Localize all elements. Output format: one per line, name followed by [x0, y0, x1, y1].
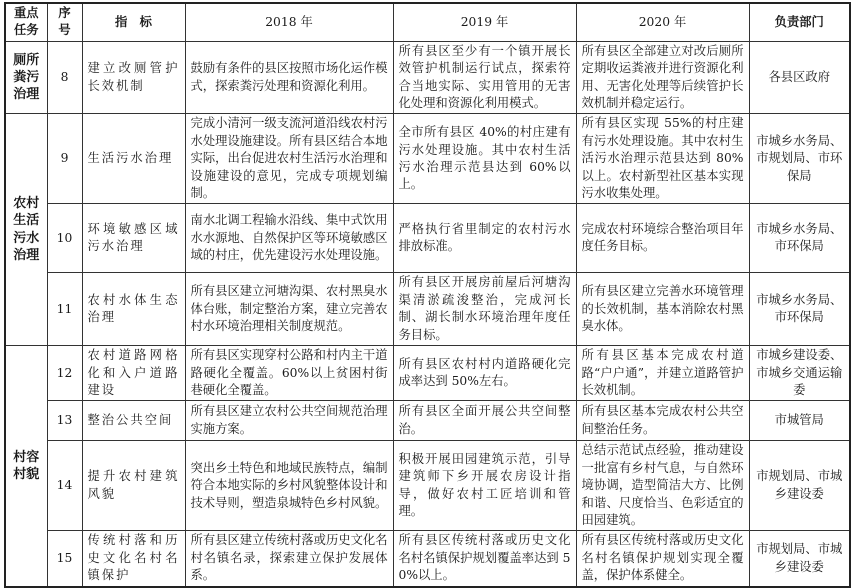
header-2020: 2020 年: [576, 3, 749, 41]
target-2019-cell: 所有县区传统村落或历史文化名村名镇保护规划覆盖率达到 50%以上。: [393, 531, 576, 587]
target-2020-cell: 所有县区实现 55%的村庄建有污水处理设施。其中农村生活污水治理示范县达到 80%以上。农村新型社区基本实现污水收集处理。: [576, 114, 749, 204]
target-2018-cell: 所有县区建立传统村落或历史文化名村名镇名录，探索建立保护发展体系。: [185, 531, 393, 587]
indicator-cell: 环境敏感区域污水治理: [82, 204, 185, 273]
row-number: 13: [47, 401, 82, 441]
table-row: [5, 346, 850, 401]
target-2018-cell: 南水北调工程输水沿线、集中式饮用水水源地、自然保护区等环境敏感区域的村庄，优先建设污水处理设施。: [185, 204, 393, 273]
table-row: [5, 273, 850, 346]
target-2020-cell: 总结示范试点经验，推动建设一批富有乡村气息，与自然环境协调，造型简洁大方、比例和谐、尺度恰当、色彩适宜的田园建筑。: [576, 441, 749, 531]
target-2018-cell: 所有县区实现穿村公路和村内主干道路硬化全覆盖。60%以上贫困村街巷硬化全覆盖。: [185, 346, 393, 401]
target-2019-cell: 严格执行省里制定的农村污水排放标准。: [393, 204, 576, 273]
department-cell: 市城管局: [749, 401, 850, 441]
header-no: 序号: [47, 3, 82, 41]
indicator-cell: 建立改厕管护长效机制: [82, 41, 185, 114]
header-2019: 2019 年: [393, 3, 576, 41]
department-cell: 各县区政府: [749, 41, 850, 114]
indicator-cell: 农村道路网格化和入户道路建设: [82, 346, 185, 401]
department-cell: 市城乡水务局、市环保局: [749, 273, 850, 346]
department-cell: 市城乡水务局、市规划局、市环保局: [749, 114, 850, 204]
indicator-cell: 整治公共空间: [82, 401, 185, 441]
target-2020-cell: 所有县区建立完善水环境管理的长效机制，基本消除农村黑臭水体。: [576, 273, 749, 346]
header-row: [5, 3, 850, 41]
task-group-cell: 村容村貌: [5, 346, 47, 587]
target-2019-cell: 全市所有县区 40%的村庄建有污水处理设施。其中农村生活污水治理示范县达到 60%以上。: [393, 114, 576, 204]
table-row: [5, 41, 850, 114]
row-number: 11: [47, 273, 82, 346]
department-cell: 市规划局、市城乡建设委: [749, 441, 850, 531]
header-dept: 负责部门: [749, 3, 850, 41]
table-row: [5, 204, 850, 273]
targets-table: [4, 2, 851, 588]
row-number: 15: [47, 531, 82, 587]
row-number: 12: [47, 346, 82, 401]
department-cell: 市规划局、市城乡建设委: [749, 531, 850, 587]
target-2019-cell: 积极开展田园建筑示范，引导建筑师下乡开展农房设计指导，做好农村工匠培训和管理。: [393, 441, 576, 531]
indicator-cell: 生活污水治理: [82, 114, 185, 204]
header-indicator: 指 标: [82, 3, 185, 41]
table-row: [5, 401, 850, 441]
target-2018-cell: 突出乡土特色和地域民族特点，编制符合本地实际的乡村风貌整体设计和技术导则，塑造泉城特色乡村风貌。: [185, 441, 393, 531]
target-2019-cell: 所有县区至少有一个镇开展长效管护机制运行试点，探索符合当地实际、实用管用的无害化处理和资源化利用模式。: [393, 41, 576, 114]
table-row: [5, 441, 850, 531]
target-2019-cell: 所有县区全面开展公共空间整治。: [393, 401, 576, 441]
target-2020-cell: 所有县区传统村落或历史文化名村名镇保护规划实现全覆盖，保护体系健全。: [576, 531, 749, 587]
table-row: [5, 114, 850, 204]
task-group-cell: 厕所粪污治理: [5, 41, 47, 114]
task-group-cell: 农村生活污水治理: [5, 114, 47, 346]
target-2020-cell: 所有县区基本完成农村公共空间整治任务。: [576, 401, 749, 441]
target-2019-cell: 所有县区开展房前屋后河塘沟渠清淤疏浚整治，完成河长制、湖长制水环境治理年度任务目标。: [393, 273, 576, 346]
row-number: 8: [47, 41, 82, 114]
table-row: [5, 531, 850, 587]
target-2018-cell: 所有县区建立河塘沟渠、农村黑臭水体台账，制定整治方案，建立完善农村水环境治理相关制度规范。: [185, 273, 393, 346]
target-2019-cell: 所有县区农村村内道路硬化完成率达到 50%左右。: [393, 346, 576, 401]
indicator-cell: 农村水体生态治理: [82, 273, 185, 346]
target-2018-cell: 完成小清河一级支流河道沿线农村污水处理设施建设。所有县区结合本地实际，出台促进农村生活污水治理和设施建设的意见，完成专项规划编制。: [185, 114, 393, 204]
target-2020-cell: 所有县区基本完成农村道路“户户通”，并建立道路管护长效机制。: [576, 346, 749, 401]
row-number: 9: [47, 114, 82, 204]
department-cell: 市城乡水务局、市环保局: [749, 204, 850, 273]
target-2018-cell: 所有县区建立农村公共空间规范治理实施方案。: [185, 401, 393, 441]
indicator-cell: 传统村落和历史文化名村名镇保护: [82, 531, 185, 587]
target-2018-cell: 鼓励有条件的县区按照市场化运作模式，探索粪污处理和资源化利用。: [185, 41, 393, 114]
department-cell: 市城乡建设委、市城乡交通运输委: [749, 346, 850, 401]
row-number: 10: [47, 204, 82, 273]
indicator-cell: 提升农村建筑风貌: [82, 441, 185, 531]
target-2020-cell: 所有县区全部建立对改后厕所定期收运粪液并进行资源化利用、无害化处理等后续管护长效机制并稳定运行。: [576, 41, 749, 114]
target-2020-cell: 完成农村环境综合整治项目年度任务目标。: [576, 204, 749, 273]
header-2018: 2018 年: [185, 3, 393, 41]
row-number: 14: [47, 441, 82, 531]
header-task: 重点任务: [5, 3, 47, 41]
